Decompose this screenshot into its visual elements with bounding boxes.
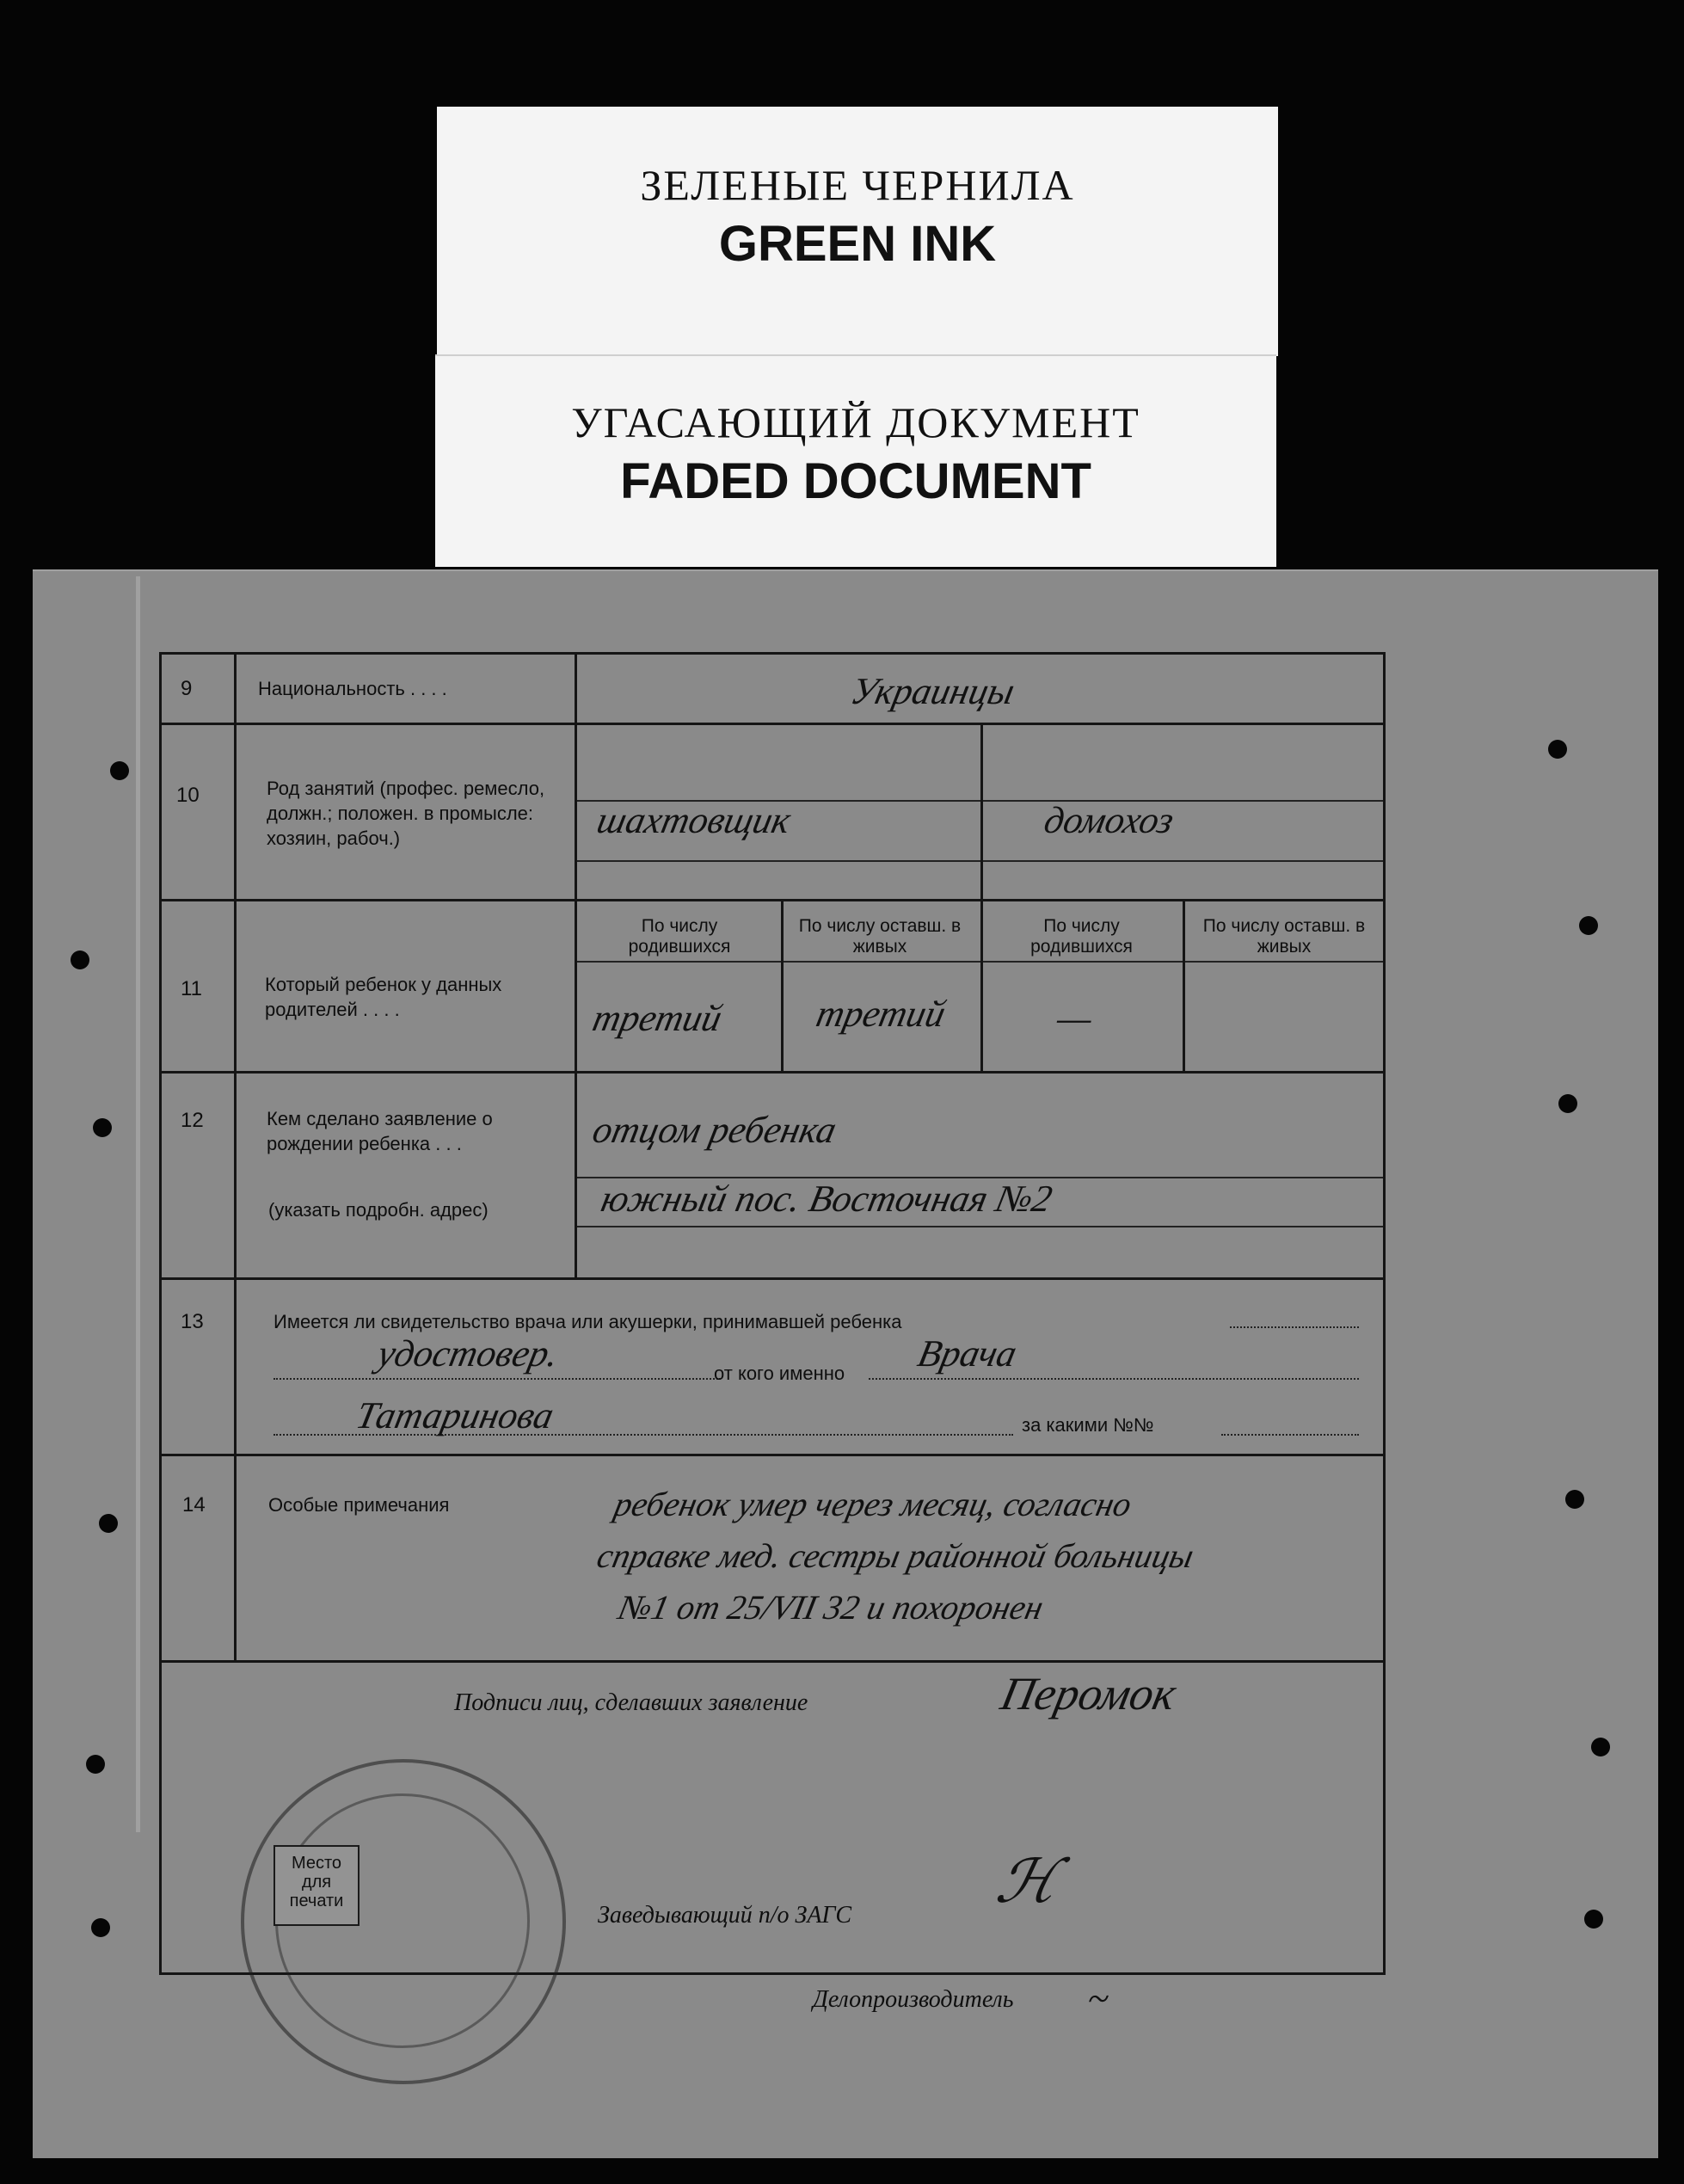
green-ink-en: GREEN INK [718, 216, 997, 272]
punch-hole [1565, 1490, 1584, 1509]
row-9-handwriting: Украинцы [846, 670, 1019, 712]
row-separator [159, 1660, 1383, 1663]
column-separator [234, 1456, 237, 1660]
row-13-number: 13 [181, 1310, 204, 1333]
row-10-number: 10 [176, 784, 200, 807]
dotted-line [869, 1378, 1359, 1380]
row-11-col-alive-1: По числу оставш. в живых [798, 916, 962, 957]
underline [575, 1226, 1383, 1227]
dotted-line [1221, 1434, 1359, 1436]
sheet-fold-edge [136, 576, 140, 1832]
row-12-handwriting-line-2: южный пос. Восточная №2 [597, 1178, 1056, 1220]
punch-hole [86, 1755, 105, 1774]
stamp-place-box [273, 1845, 360, 1926]
punch-hole [91, 1918, 110, 1937]
row-13-handwriting-certificate: удостовер. [373, 1332, 562, 1375]
row-separator [159, 1454, 1383, 1456]
row-11-label: Который ребенок у данных родителей . . . . [265, 974, 502, 1020]
stamp-place-text-3: печати [289, 1892, 344, 1910]
applicants-signature: Перомок [996, 1668, 1182, 1720]
faded-document-ru: УГАСАЮЩИЙ ДОКУМЕНТ [571, 398, 1140, 446]
row-separator [159, 899, 1383, 901]
clerk-label: Делопроизводитель [813, 1986, 1014, 2013]
row-10-label: Род занятий (профес. ремесло, должн.; положен. в промысле: хозяин, рабоч.) [267, 778, 545, 849]
underline [575, 860, 1383, 862]
dotted-line [1230, 1326, 1359, 1328]
punch-hole [99, 1514, 118, 1533]
row-11-col-born-2: По числу родившихся [1030, 916, 1133, 957]
stamp-place-text-1: Место [291, 1854, 342, 1873]
row-separator [159, 1071, 1383, 1074]
row-11-handwriting-born-1: третий [588, 997, 726, 1039]
applicants-signature-label: Подписи лиц, сделавших заявление [454, 1689, 808, 1716]
row-14-handwriting-line-3: №1 от 25/VII 32 и похоронен [615, 1588, 1048, 1627]
green-ink-ru: ЗЕЛЕНЫЕ ЧЕРНИЛА [640, 161, 1075, 209]
green-ink-label-card [437, 107, 1278, 356]
punch-hole [1584, 1910, 1603, 1929]
row-9-label: Национальность . . . . [258, 678, 447, 699]
row-12-sublabel: (указать подробн. адрес) [268, 1199, 489, 1221]
row-12-number: 12 [181, 1109, 204, 1132]
column-separator [781, 901, 784, 1074]
punch-hole [110, 761, 129, 780]
row-13-handwriting-doctor: Врача [913, 1332, 1021, 1375]
punch-hole [93, 1118, 112, 1137]
registry-head-signature: ℋ [990, 1849, 1065, 1916]
column-separator [980, 725, 983, 1074]
row-12-label: Кем сделано заявление о рождении ребенка . . . [267, 1108, 493, 1154]
row-13-handwriting-name: Татаринова [352, 1394, 558, 1437]
row-9-number: 9 [181, 677, 193, 700]
registry-head-label: Заведывающий п/о ЗАГС [598, 1902, 852, 1929]
row-11-number: 11 [181, 977, 202, 1000]
faded-document-en: FADED DOCUMENT [620, 453, 1091, 509]
row-separator [159, 1277, 1383, 1280]
row-13-which-numbers: за какими №№ [1022, 1414, 1154, 1436]
row-12-handwriting-line-1: отцом ребенка [588, 1109, 840, 1151]
faded-document-label-card [435, 354, 1276, 567]
stamp-place-text-2: для [301, 1873, 332, 1892]
header-separator [575, 961, 1383, 963]
clerk-signature: ~ [1083, 1978, 1114, 2020]
row-14-handwriting-line-2: справке мед. сестры районной больницы [593, 1536, 1198, 1575]
punch-hole [1558, 1094, 1577, 1113]
row-13-from-whom: от кого именно [714, 1363, 845, 1384]
row-10-handwriting-mother: домохоз [1040, 799, 1178, 841]
row-10-handwriting-father: шахтовщик [593, 799, 795, 841]
column-separator [1183, 901, 1185, 1074]
row-14-handwriting-line-1: ребенок умер через месяц, согласно [611, 1485, 1135, 1523]
row-14-label: Особые примечания [268, 1494, 450, 1516]
row-14-number: 14 [182, 1493, 206, 1516]
dotted-line [273, 1378, 721, 1380]
row-11-handwriting-alive-1: третий [812, 993, 950, 1035]
row-11-col-born-1: По числу родившихся [628, 916, 731, 957]
punch-hole [1591, 1738, 1610, 1756]
row-separator [159, 723, 1383, 725]
row-11-handwriting-born-2: — [1053, 997, 1097, 1039]
row-11-col-alive-2: По числу оставш. в живых [1202, 916, 1366, 957]
punch-hole [1579, 916, 1598, 935]
punch-hole [71, 951, 89, 969]
punch-hole [1548, 740, 1567, 759]
column-separator [575, 654, 577, 1277]
row-13-question: Имеется ли свидетельство врача или акушерки, принимавшей ребенка [273, 1311, 902, 1332]
